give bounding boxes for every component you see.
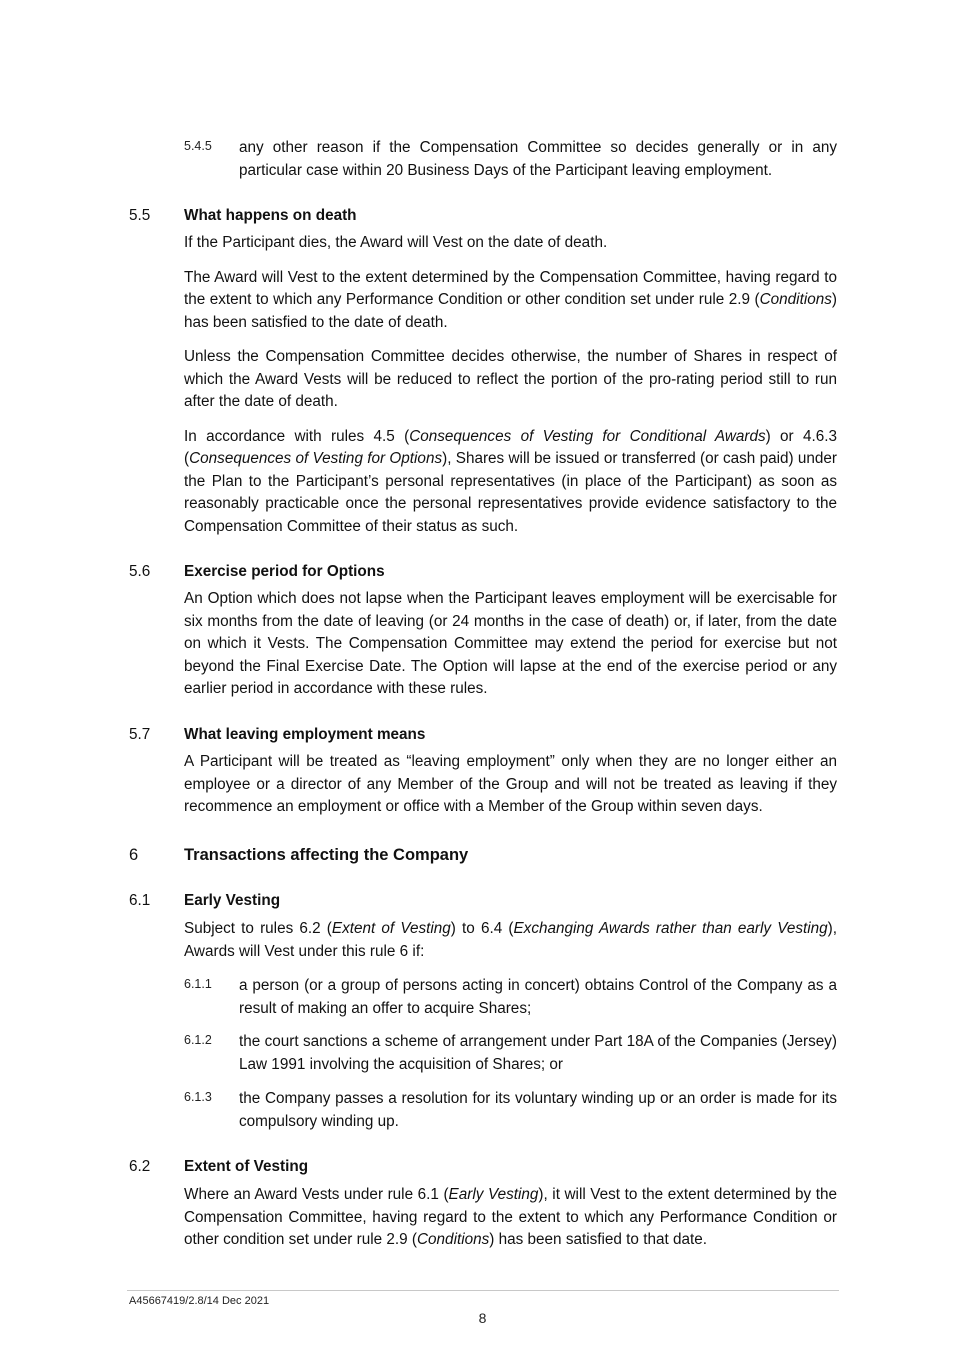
- paragraph: An Option which does not lapse when the Participant leaves employment will be exercisable for six months from the date of leaving (or 24 months in the case of death) or, if later, from the date on which it Vests. The Compensation Committee may extend the period for exercise but not beyond the Final Exercise Date. The Option will lapse at the end of the exercise period or any earlier period in accordance with these rules.: [184, 590, 837, 697]
- heading-5-5: [129, 205, 837, 227]
- heading-6-2: [129, 1156, 837, 1178]
- clause-text: any other reason if the Compensation Committee so decides generally or in any particular case within 20 Business Days of the Participant leaving employment.: [239, 139, 837, 179]
- heading-title: Exercise period for Options: [184, 563, 385, 580]
- clause-number: 6.1.1: [184, 977, 212, 991]
- clause-6-1-1: [184, 975, 837, 1020]
- clause-number: 6.1.2: [184, 1033, 212, 1047]
- heading-number: 5.7: [129, 726, 151, 743]
- clause-5-4-5: [184, 137, 837, 182]
- heading-title: What happens on death: [184, 207, 357, 224]
- paragraph: The Award will Vest to the extent determined by the Compensation Committee, having regard to the extent to which any Performance Condition or other condition set under rule 2.9 (Conditions) has been satisfied to the date of death.: [184, 268, 837, 331]
- paragraph: Unless the Compensation Committee decides otherwise, the number of Shares in respect of which the Award Vests will be reduced to reflect the portion of the pro-rating period still to run after the date of death.: [184, 348, 837, 410]
- clause-6-1-2: [184, 1031, 837, 1076]
- section-6-1-body: [184, 918, 837, 963]
- section-6-2-body: [184, 1184, 837, 1252]
- heading-title: Extent of Vesting: [184, 1158, 309, 1175]
- heading-6: [129, 844, 837, 866]
- clause-text: the court sanctions a scheme of arrangement under Part 18A of the Companies (Jersey) Law 1991 involving the acquisition of Shares; or: [239, 1033, 837, 1073]
- paragraph: A Participant will be treated as “leaving employment” only when they are no longer either an employee or a director of any Member of the Group and will not be treated as leaving if they recommence an employment or office with a Member of the Group within seven days.: [184, 753, 837, 815]
- heading-number: 5.5: [129, 207, 151, 224]
- paragraph: In accordance with rules 4.5 (Consequences of Vesting for Conditional Awards) or 4.6.3 (Consequences of Vesting for Options), Shares will be issued or transferred (or cash paid) under the Plan to the Participant’s personal representatives (in place of the Participant) as soon as reasonably practicable once the personal representatives provide evidence satisfactory to the Compensation Committee of their status as such.: [184, 427, 837, 535]
- document-reference: A45667419/2.8/14 Dec 2021: [129, 1295, 270, 1307]
- clause-6-1-3: [184, 1088, 837, 1133]
- section-5-5-body: [184, 232, 837, 538]
- paragraph: Subject to rules 6.2 (Extent of Vesting) to 6.4 (Exchanging Awards rather than early Vesting), Awards will Vest under this rule 6 if:: [184, 920, 838, 960]
- heading-number: 6.2: [129, 1158, 151, 1175]
- section-5-7-body: [184, 751, 837, 819]
- heading-number: 6: [129, 846, 139, 864]
- clause-number: 6.1.3: [184, 1090, 212, 1104]
- heading-5-7: [129, 724, 837, 746]
- clause-text: a person (or a group of persons acting in concert) obtains Control of the Company as a result of making an offer to acquire Shares;: [239, 977, 837, 1017]
- heading-title: Transactions affecting the Company: [184, 846, 469, 864]
- paragraph: Where an Award Vests under rule 6.1 (Early Vesting), it will Vest to the extent determined by the Compensation Committee, having regard to the extent to which any Performance Condition or other condition set under rule 2.9 (Conditions) has been satisfied to that date.: [184, 1186, 837, 1248]
- heading-title: Early Vesting: [184, 892, 281, 909]
- page-number: 8: [478, 1310, 487, 1326]
- heading-title: What leaving employment means: [184, 726, 426, 743]
- clause-text: the Company passes a resolution for its voluntary winding up or an order is made for its compulsory winding up.: [239, 1090, 837, 1130]
- heading-5-6: [129, 561, 837, 583]
- heading-number: 6.1: [129, 892, 151, 909]
- heading-6-1: [129, 890, 837, 912]
- heading-number: 5.6: [129, 563, 151, 580]
- paragraph: If the Participant dies, the Award will Vest on the date of death.: [184, 234, 608, 251]
- section-5-6-body: [184, 588, 837, 701]
- clause-number: 5.4.5: [184, 139, 212, 153]
- footer-divider: [127, 1290, 839, 1291]
